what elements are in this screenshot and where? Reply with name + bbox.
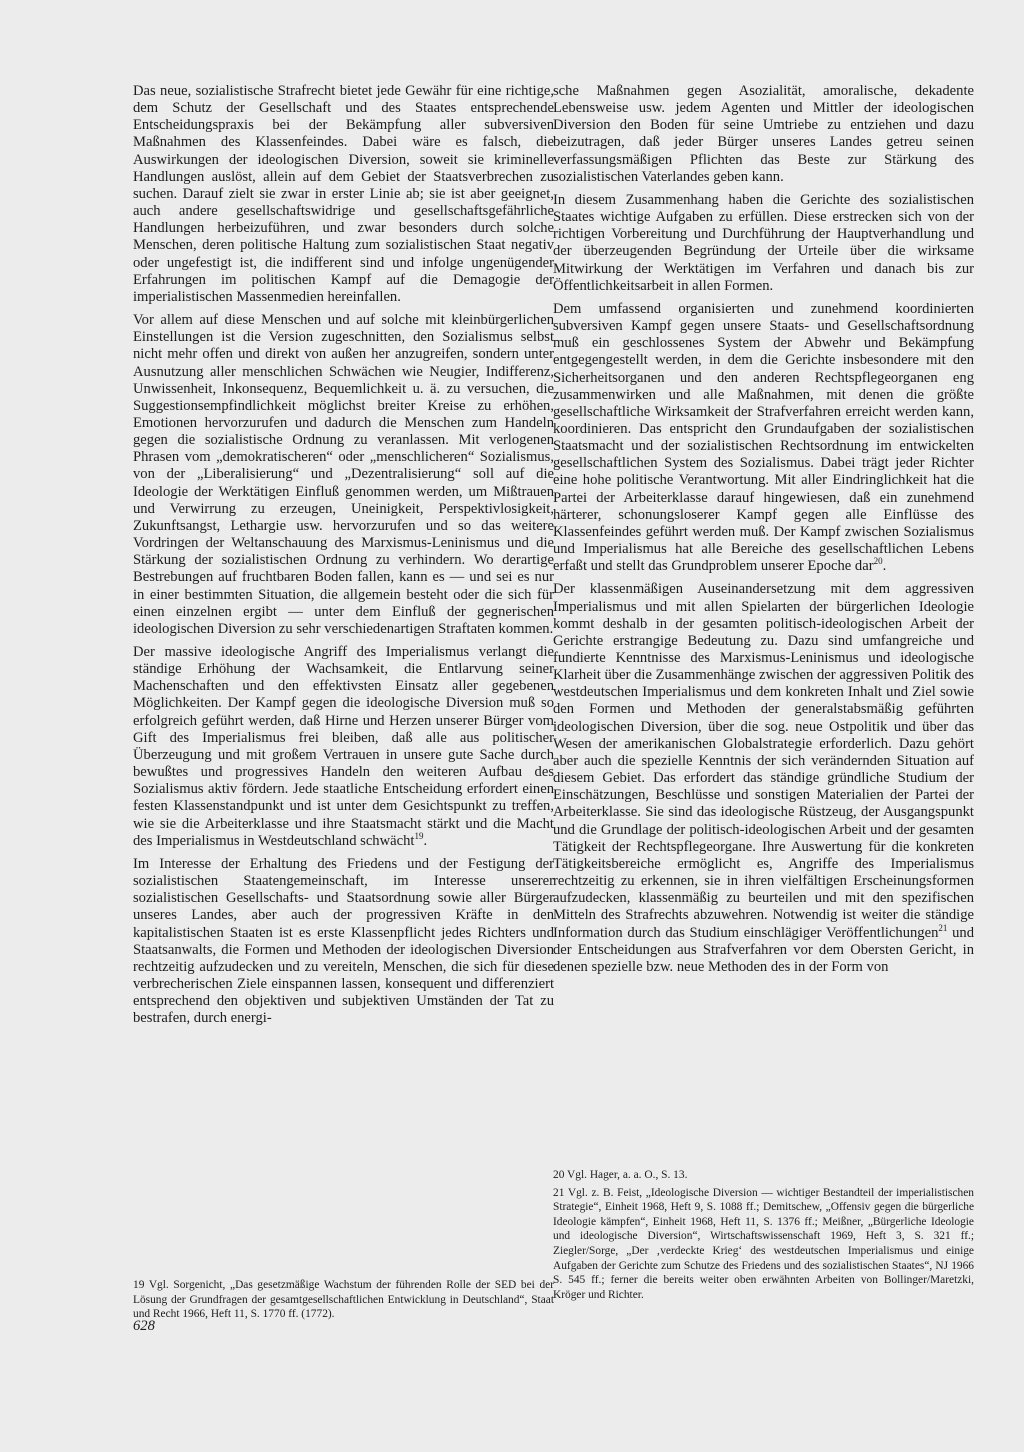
paragraph-text: Der massive ideologische Angriff des Imperialismus verlangt die ständige Erhöhung der Wachsamkeit, die Entlarvung seiner Machenschaften und den effektivsten Einsatz aller gegebenen Möglichkeiten. Der Kampf gegen die ideologische Diversion muß so erfolgreich geführt werden, daß Hirne und Herzen unserer Bürger vom Gift des Imperialismus frei bleiben, daß alle aus politischer Überzeugung und mit großem Vertrauen in unsere gute Sache durch bewußtes und progressives Handeln den weiteren Aufbau des Sozialismus aktiv fördern. Jede staatliche Entscheidung erfordert einen festen Klassenstandpunkt und ist unter dem Gesichtspunkt zu treffen, wie sie die Arbeiterklasse und ihre Staatsmacht stärkt und die Macht des Imperialismus in Westdeutschland schwächt [133, 644, 554, 849]
body-paragraph [553, 192, 974, 295]
footnote-reference: 20 [873, 556, 883, 567]
footnote-reference: 21 [938, 922, 948, 933]
body-paragraph [133, 312, 554, 638]
body-paragraph: Dem umfassend organisierten und zunehmend koordinierten subversiven Kampf gegen unsere Staats- und Gesellschaftsordnung muß ein geschlossenes System der Abwehr und Bekämpfung entgegengestellt werden, in dem die Gerichte insbesondere mit den Sicherheitsorganen und den anderen Rechtspflegeorganen eng zusammenwirken und alle Maßnahmen, mit denen die größte gesellschaftliche Wirksamkeit der Strafverfahren erreicht werden kann, koordinieren. Das entspricht den Grundaufgaben der sozialistischen Staatsmacht und der sozialistischen Rechtsordnung im entwickelten gesellschaftlichen System des Sozialismus. Dabei trägt jeder Richter eine hohe politische Verantwortung. Mit aller Eindringlichkeit hat die Partei der Arbeiterklasse darauf hingewiesen, daß ein zunehmend härterer, schonungsloserer Kampf gegen alle Einflüsse des Klassenfeindes geführt werden muß. Der Kampf zwischen Sozialismus und Imperialismus hat alle Bereiche des gesellschaftlichen Lebens erfaßt und stellt das Grundproblem unserer Epoche dar$^{20}$. [553, 300, 974, 575]
body-paragraph [553, 581, 974, 976]
body-paragraph [133, 856, 554, 1028]
paragraph-text-continued: und der Entscheidungen aus Strafverfahren vor dem Obersten Gericht, in denen spezielle bzw. neue Methoden des in der Form von [553, 924, 974, 975]
footnote-reference: 19 [414, 830, 424, 841]
page-number: 628 [133, 1318, 155, 1334]
paragraph-text: Vor allem auf diese Menschen und auf solche mit kleinbürgerlichen Einstellungen ist die Version zugeschnitten, den Sozialismus selbst nicht mehr offen und direkt von außen her anzugreifen, sondern unter Ausnutzung aller menschlichen Schwächen wie Neugier, Indifferenz, Unwissenheit, Inkonsequenz, Bequemlichkeit u. ä. zu versuchen, die Suggestionsempfindlichkeit möglichst breiter Kreise zu erhöhen, Emotionen hervorzurufen und dadurch die Menschen zum Handeln gegen die sozialistische Ordnung zu veranlassen. Mit verlogenen Phrasen vom „demokratischeren“ oder „menschlicheren“ Sozialismus, von der „Liberalisierung“ und „Dezentralisierung“ soll auf die Ideologie der Werktätigen Einfluß genommen werden, um Mißtrauen und Verwirrung zu erzeugen, Uneinigkeit, Perspektivlosigkeit, Zukunftsangst, Lethargie usw. hervorzurufen und so das weitere Vordringen der Weltanschauung des Marxismus-Leninismus und die Stärkung der sozialistischen Ordnung zu verhindern. Wo derartige Bestrebungen auf fruchtbaren Boden fallen, kann es — und sei es nur in einer bestimmten Situation, die allgemein besteht oder die sich für einen einzelnen ergibt — unter dem Einfluß der gegnerischen ideologischen Diversion zu sehr verschiedenartigen Straftaten kommen. [133, 312, 554, 637]
footnotes-left [133, 1278, 554, 1325]
paragraph-text: Der klassenmäßigen Auseinandersetzung mit dem aggressiven Imperialismus und mit allen Spielarten der bürgerlichen Ideologie kommt deshalb in der gesamten politisch-ideologischen Arbeit der Gerichte erstrangige Bedeutung zu. Dazu sind umfangreiche und fundierte Kenntnisse des Marxismus-Leninismus und ideologische Klarheit über die Zusammenhänge zwischen der aggressiven Politik des westdeutschen Imperialismus und dem konkreten Inhalt und Ziel sowie den Formen und Methoden der generalstabsmäßig geführten ideologischen Diversion, über die sog. neue Ostpolitik und über das Wesen der amerikanischen Globalstrategie erforderlich. Dazu gehört aber auch die spezielle Kenntnis der sich verändernden Situation auf diesem Gebiet. Das erfordert das ständige gründliche Studium der Einschätzungen, Beschlüsse und sonstigen Materialien der Partei der Arbeiterklasse. Sie sind das ideologische Rüstzeug, der Ausgangspunkt und die Grundlage der politisch-ideologischen Arbeit und der gesamten Tätigkeit der Rechtspflegeorgane. Ihre Auswertung für die konkreten Tätigkeitsbereiche ermöglicht es, Angriffe des Imperialismus rechtzeitig zu erkennen, sie in ihren vielfältigen Erscheinungsformen aufzudecken, klassenmäßig zu beurteilen und mit den spezifischen Mitteln des Strafrechts abzuwehren. Notwendig ist weiter die ständige Information durch das Studium einschlägiger Veröffentlichungen [553, 581, 974, 941]
paragraph-text: Im Interesse der Erhaltung des Friedens und der Festigung der sozialistischen Staatengemeinschaft, im Interesse unserer sozialistischen Gesellschafts- und Staatsordnung sowie aller Bürger unseres Landes, aber auch der progressiven Kräfte in den kapitalistischen Staaten ist es erste Klassenpflicht jedes Richters und Staatsanwalts, die Formen und Methoden der ideologischen Diversion rechtzeitig aufzudecken und zu vereiteln, Menschen, die sich für diese verbrecherischen Ziele einspannen lassen, konsequent und differenziert entsprechend den objektiven und subjektiven Umständen der Tat zu bestrafen, durch energi- [133, 855, 554, 1027]
paragraph-text: In diesem Zusammenhang haben die Gerichte des sozialistischen Staates wichtige Aufgaben zu erfüllen. Diese erstrecken sich von der richtigen Vorbereitung und Durchführung der Hauptverhandlung und der überzeugenden Begründung der Urteile über die wirksame Mitwirkung der Werktätigen im Verfahren und danach bis zur Öffentlichkeitsarbeit in allen Formen. [553, 191, 974, 294]
footnote: 21 Vgl. z. B. Feist, „Ideologische Diversion — wichtiger Bestandteil der imperialistischen Strategie“, Einheit 1968, Heft 9, S. 1088 ff.; Demitschew, „Offensiv gegen die bürgerliche Ideologie kämpfen“, Einheit 1968, Heft 11, S. 1376 ff.; Meißner, „Bürgerliche Ideologie und ideologische Diversion“, Wirtschaftswissenschaft 1969, Heft 3, S. 321 ff.; Ziegler/Sorge, „Der ‚verdeckte Krieg‘ des westdeutschen Imperialismus und einige Aufgaben der Gerichte zum Schutze des Friedens und des sozialistischen Staates“, NJ 1966 S. 545 ff.; ferner die bereits weiter oben erwähnten Arbeiten von Bollinger/Maretzki, Kröger und Richter. [553, 1186, 974, 1301]
paragraph-text: Das neue, sozialistische Strafrecht bietet jede Gewähr für eine richtige, dem Schutz der Gesellschaft und des Staates entsprechende Entscheidungspraxis bei der Bekämpfung aller subversiven Maßnahmen des Klassenfeindes. Dabei wäre es falsch, die Auswirkungen der ideologischen Diversion, soweit sie kriminelle Handlungen auslöst, allein auf dem Gebiet der Staatsverbrechen zu suchen. Darauf zielt sie zwar in erster Linie ab; sie ist aber geeignet, auch andere gesellschaftswidrige und gesellschaftsgefährliche Handlungen herbeizuführen, und zwar besonders durch solche Menschen, deren politische Haltung zum sozialistischen Staat negativ oder ungefestigt ist, die indifferent sind und infolge ungenügender Erfahrungen im politischen Kampf auf die Demagogie der imperialistischen Massenmedien hereinfallen. [133, 83, 554, 305]
paragraph-text: Dem umfassend organisierten und zunehmend koordinierten subversiven Kampf gegen unsere Staats- und Gesellschaftsordnung muß ein geschlossenes System der Abwehr und Bekämpfung entgegengestellt werden, in dem die Gerichte insbesondere mit den Sicherheitsorganen und den anderen Rechtspflegeorganen eng zusammenwirken und alle Maßnahmen, mit denen die größte gesellschaftliche Wirksamkeit der Strafverfahren erreicht werden kann, koordinieren. Das entspricht den Grundaufgaben der sozialistischen Staatsmacht und der sozialistischen Rechtsordnung im entwickelten gesellschaftlichen System des Sozialismus. Dabei trägt jeder Richter eine hohe politische Verantwortung. Mit aller Eindringlichkeit hat die Partei der Arbeiterklasse darauf hingewiesen, daß ein zunehmend härterer, schonungsloserer Kampf gegen alle Einflüsse des Klassenfeindes geführt werden muß. Der Kampf zwischen Sozialismus und Imperialismus hat alle Bereiche des gesellschaftlichen Lebens erfaßt und stellt das Grundproblem unserer Epoche dar [553, 300, 974, 575]
footnote: 19 Vgl. Sorgenicht, „Das gesetzmäßige Wachstum der führenden Rolle der SED bei der Lösung der Grundfragen der gesamtgesellschaftlichen Entwicklung in Deutschland“, Staat und Recht 1966, Heft 11, S. 1770 ff. (1772). [133, 1279, 554, 1321]
body-paragraph [133, 83, 554, 306]
right-text-column [553, 83, 974, 982]
footnote: 20 Vgl. Hager, a. a. O., S. 13. [553, 1169, 688, 1181]
body-paragraph [553, 83, 974, 186]
paragraph-text: sche Maßnahmen gegen Asozialität, amoralische, dekadente Lebensweise usw. jedem Agenten und Mittler der ideologischen Diversion den Boden für seine Umtriebe zu entziehen und dazu beizutragen, daß jeder Bürger unseres Landes getreu seinen verfassungsmäßigen Pflichten das Beste zur Stärkung des sozialistischen Vaterlandes geben kann. [553, 83, 974, 185]
left-text-column [133, 83, 554, 1033]
body-paragraph: Der massive ideologische Angriff des Imperialismus verlangt die ständige Erhöhung der Wachsamkeit, die Entlarvung seiner Machenschaften und den effektivsten Einsatz aller gegebenen Möglichkeiten. Der Kampf gegen die ideologische Diversion muß so erfolgreich geführt werden, daß Hirne und Herzen unserer Bürger vom Gift des Imperialismus frei bleiben, daß alle aus politischer Überzeugung und mit großem Vertrauen in unsere gute Sache durch bewußtes und progressives Handeln den weiteren Aufbau des Sozialismus aktiv fördern. Jede staatliche Entscheidung erfordert einen festen Klassenstandpunkt und ist unter dem Gesichtspunkt zu treffen, wie sie die Arbeiterklasse und ihre Staatsmacht stärkt und die Macht des Imperialismus in Westdeutschland schwächt$^{19}$. [133, 644, 554, 849]
footnotes-right [553, 1168, 974, 1305]
